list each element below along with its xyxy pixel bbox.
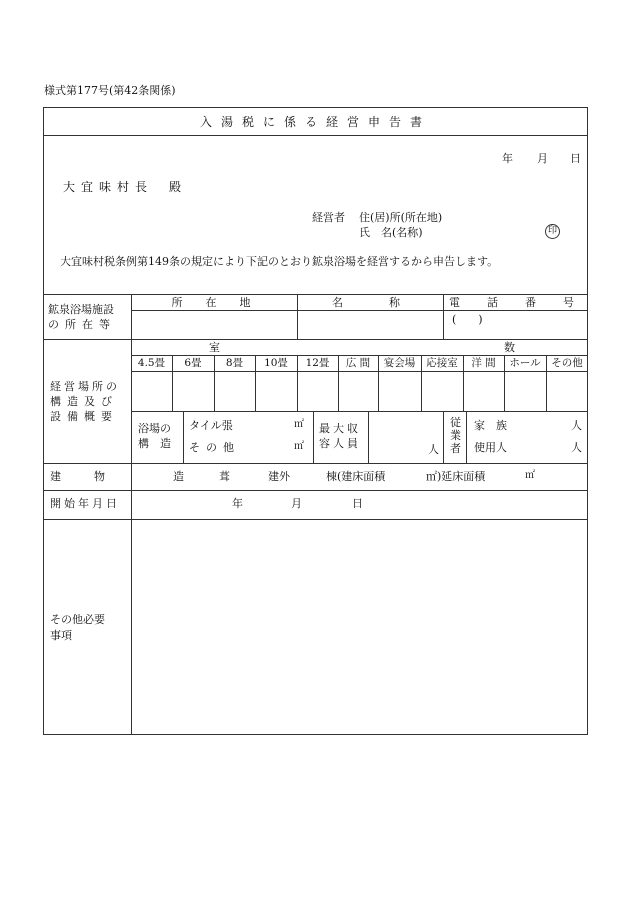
phone-paren: ( ) (452, 313, 483, 326)
phone-header: 電 話 番 号 (449, 296, 582, 309)
tile-unit: ㎡ (294, 419, 304, 430)
operator-label: 経営者 (312, 211, 345, 224)
room-type-label: ホール (509, 357, 541, 369)
form-number: 様式第177号(第42条関係) (44, 84, 176, 97)
building-detail: 棟(建床面積 (326, 470, 386, 483)
structure-label-2: 構造及び (50, 395, 118, 408)
room-type-label: 広 間 (345, 357, 371, 369)
staff-label-3: 者 (450, 442, 461, 455)
room-types-line (131, 371, 588, 372)
bath-label-1: 浴場の (138, 422, 171, 435)
building-top-line (43, 463, 588, 464)
start-date-year: 年 (232, 497, 243, 510)
start-date-month: 月 (291, 497, 302, 510)
structure-label-3: 設備概要 (50, 410, 118, 423)
date-month: 月 (537, 152, 548, 165)
name-header: 名 称 (332, 296, 408, 309)
building-label: 建 物 (50, 470, 105, 483)
seal-mark (545, 224, 560, 239)
bath-col-c (368, 411, 369, 463)
staff-label-2: 業 (450, 429, 461, 442)
building-roof: 葺 (219, 470, 230, 483)
room-type-label: 応接室 (426, 357, 458, 369)
employee-unit: 人 (571, 441, 582, 454)
building-construction: 造 (173, 470, 184, 483)
declaration-text: 大宜味村税条例第149条の規定により下記のとおり鉱泉浴場を経営するから申告します。 (60, 255, 499, 268)
room-type-label: 6畳 (184, 357, 202, 369)
date-day: 日 (570, 152, 581, 165)
other-top-line (43, 519, 588, 520)
room-type-label: その他 (551, 357, 583, 369)
operator-name-label: 氏 名(名称) (359, 226, 423, 239)
employee-label: 使用人 (474, 441, 507, 454)
start-date-top-line (43, 490, 588, 491)
structure-label-1: 経営場所の (50, 380, 120, 393)
building-unit: ㎡ (525, 470, 535, 481)
other-label-1: その他必要 (50, 613, 105, 626)
addressee: 大宜味村長 (63, 180, 154, 194)
structure-top-line (43, 339, 588, 340)
bath-label-2: 構 造 (138, 437, 171, 450)
facility-label-1: 鉱泉浴場施設 (48, 303, 114, 316)
seal-text: 印 (547, 226, 557, 236)
room-label-left: 室 (209, 341, 220, 354)
capacity-label-1: 最大収 (319, 422, 361, 435)
family-label: 家 族 (474, 419, 507, 432)
honorific: 殿 (169, 180, 182, 194)
room-label-right: 数 (504, 341, 515, 354)
operator-address-label: 住(居)所(所在地) (359, 211, 443, 224)
room-type-label: 10畳 (264, 357, 288, 369)
room-counts-line (131, 411, 588, 412)
bath-col-a (183, 411, 184, 463)
facility-header-line (131, 310, 588, 311)
bath-col-e (466, 411, 467, 463)
room-type-label: 12畳 (305, 357, 330, 369)
room-header-line (131, 355, 588, 356)
room-type-label: 8畳 (225, 357, 244, 369)
facility-label-2: の所在等 (48, 318, 116, 331)
room-type-label: 洋 間 (471, 357, 496, 369)
other-label-2: 事項 (50, 629, 72, 642)
family-unit: 人 (571, 419, 582, 432)
location-header: 所 在 地 (171, 296, 257, 309)
start-date-day: 日 (352, 497, 363, 510)
tile-label: タイル張 (189, 419, 233, 432)
form-title: 入湯税に係る経営申告書 (199, 115, 431, 129)
room-type-label: 4.5畳 (137, 357, 166, 369)
title-divider (43, 135, 588, 136)
building-outside: 建外 (268, 470, 290, 483)
facility-top-line (43, 294, 588, 295)
room-type-label: 宴会場 (383, 357, 416, 369)
staff-label-1: 従 (450, 416, 461, 429)
date-year: 年 (502, 152, 513, 165)
other-unit: ㎡ (294, 441, 304, 452)
bath-col-d (443, 411, 444, 463)
other-label: その他 (189, 441, 240, 454)
bath-col-b (313, 411, 314, 463)
capacity-unit: 人 (428, 443, 439, 456)
building-floor-area: ㎡)延床面積 (426, 470, 486, 483)
capacity-label-2: 容人員 (319, 437, 361, 450)
start-date-label: 開始年月日 (50, 497, 120, 510)
